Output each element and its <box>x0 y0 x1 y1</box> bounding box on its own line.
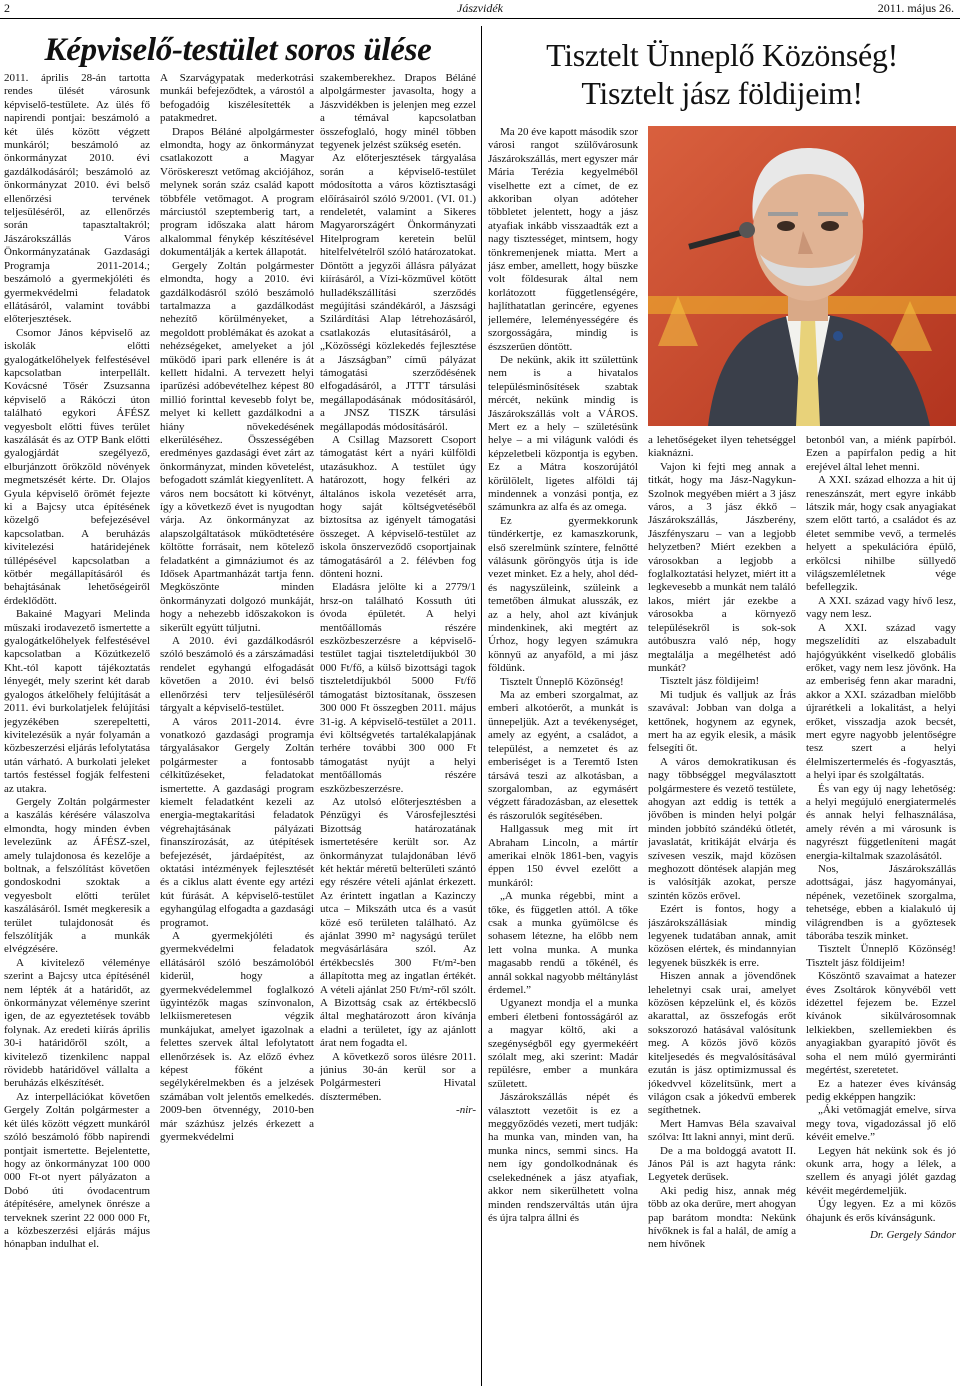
quote: „Áki vetőmagját emelve, sírva megy tova, vigadozással jő elő kévéit emelve.” <box>806 1104 956 1144</box>
right-title-line2: Tisztelt jász földijeim! <box>581 75 863 111</box>
paragraph: Gergely Zoltán polgármester a kaszálás kérésére válaszolva elmondta, hogy minden évben levelezünk az ÁFÉSZ-szel, amely tulajdonosa és kezelője a boltnak, a felszólítást követően gondoskodni szoktak a vegyesbolt előtti terület kaszálásáról. Ismét megkeresik a terület tulajdonosát és felszólítják a munkák elvégzésére. <box>4 795 150 956</box>
paragraph: Köszöntő szavaimat a hatezer éves Zsoltárok könyvéből vett idézettel fejezem be. Ezzel kívánok sikülvárosomnak lelkiekben, szellemiekben és anyagiakban gyarapító jövőt és soha el nem múló gyermiránti megértést, szeretetet. <box>806 970 956 1077</box>
left-article-title: Képviselő-testület soros ülése <box>44 32 432 68</box>
paragraph: A kivitelező véleménye szerint a Bajcsy utca építésénél nem lépték át a határidőt, az önkormányzat véleménye szerint igen, de az egyeztetések tovább folynak. Az eredeti kiírás április 30-i határidőről szólt, a kivitelező tizenkilenc nappal rövidebb határidővel vállalta a beruházás elkészítését. <box>4 956 150 1090</box>
paragraph: Az utolsó előterjesztésben a Pénzügyi és Városfejlesztési Bizottság határozatának ismertetésére került sor. Az önkormányzat tulajdonában lévő két hektár méretű belterületi szántó egy részére vételi ajánlat érkezett. Az érintett ingatlan a Kazinczy utca – Mikszáth utca és a vasút közé eső területen található. Az ajánlat 3990 m² nagyságú terület megvásárlására szól. Az értékbecslés 300 Ft/m²-ben állapította meg az ingatlan értékét. A vételi ajánlat 250 Ft/m²-ről szólt. A Bizottság csak az értékbecslő által meghatározott áron kívánja eladni a területet, így az ajánlott árat nem fogadta el. <box>320 795 476 1050</box>
issue-date: 2011. május 26. <box>877 1 954 15</box>
paragraph: Bakainé Magyari Melinda műszaki irodavezető ismertette a gyalogátkelőhelyek felfestésével kapcsolatban a Közútkezelő Kht.-tól kapott tájékoztatás lényegét, mely szerint két darab gyalogos átkelőhely felújítását a 2011. évi burkolatjelek felújítási jegyzékében szerepeltetti, kivitelezésük a nyár folyamán a közbeszerzési eljárás lefolytatása után várható. A burkolati jeleket tartós festéssel fogják felfesteni az utakra. <box>4 608 150 795</box>
paragraph: A város 2011-2014. évre vonatkozó gazdasági programja tárgyalásakor Gergely Zoltán polgármester a fontosabb célkitűzéseket, feladatokat ismertette. A gazdasági program kiemelt feladatként kezeli az energia-megtakarítási feladatok végrehajtásának pályázati finanszírozását, az útépítések befejezését, járdaépítést, az oktatási intézmények fejlesztését és a ciklus alatt évente egy artézi kút fúrását. A képviselő-testület egyhangúlag elfogadta a gazdasági programot. <box>160 715 314 929</box>
paragraph: Az előterjesztések tárgyalása során a képviselő-testület módosította a város köztisztasági előírásairól szóló 9/2001. (VI. 01.) rendeletét, valamint a Sikeres Magyarországért Önkormányzati Hitelprogram keretein belül hitelfelvételről szóló határozatokat. Döntött a jegyzői állásra pályázat kiírásáról, a Vízi-közművel kötött hulladékszállítási szerződés megújítási szándékáról, a Jászsági Szilárdítási Alap létrehozásáról, csatlakozás elutasításáról, a „Közösségi közlekedés fejlesztése a Jászságban” című pályázat támogatási szerződésének elfogadásáról, a JTTT társulási megállapodásának módosításáról, a JNSZ TISZK társulási megállapodás módosításáról. <box>320 152 476 433</box>
paragraph: Jászárokszállás népét és választott vezetőit is ez a meggyőződés vezeti, mert tudják: ha munka van, minden van, ha munka nincs, semmi sincs. Ha nem így gondolkodnának és cselekednének a jász atyafiak, akkor nem sikerülhetett volna minden rendszerváltás után újra és újra talpra állni és <box>488 1091 638 1224</box>
paragraph: Ez gyermekkorunk tündérkertje, ez kamaszkorunk, első szerelmünk színtere, felnőtté válásunk göröngyös útja is ide vezet minket. Ez a hely, ahol déd- és nagyszüleink, szüleink a temetőben álmukat alusszák, ez az a hely, ahol azt kívánjuk mindenkinek, aki megtért az Úrhoz, hogy legyen számukra könnyű az anyaföld, a mi jász földünk. <box>488 514 638 675</box>
paragraph: A gyermekjóléti és gyermekvédelmi feladatok ellátásáról szóló beszámolóból kiderül, hogy a gyermekvédelemmel foglalkozó ügyintézők magas színvonalon, lelkiismeretesen végzik munkájukat, amelyet igazolnak a felettes szervek által lefolytatott ellenőrzések is. Az előző évhez képest főként a segélykérelmekben és a jelzések számában volt jelentős emelkedés. 2009-ben ötvennégy, 2010-ben már százhúsz jelzés érkezett a gyermekvédelmi <box>160 930 314 1144</box>
paragraph: Vajon ki fejti meg annak a titkát, hogy ma Jász-Nagykun-Szolnok megyében miért a 3 jász város, a 3 jász ékkő – Jászárokszállás, Jászberény, Jászfényszaru – van a legjobb helyzetben? Miért ezekben a városokban a legjobb a foglalkoztatási helyzet, miért itt a legkevesebb a munkát nem találó lakos, miért jár ezekbe a városokba a környező településekről is sok-sok autóbuszra való nép, hogy megtalálja a megélhetést adó munkát? <box>648 460 796 674</box>
right-article-column-1 <box>488 126 638 1386</box>
paragraph: Gergely Zoltán polgármester elmondta, hogy a 2010. évi gazdálkodásról szóló beszámoló tartalmazza a gazdálkodást nehezítő körülményeket, a megoldott problémákat és azokat a nehézségeket, amelyeket a jól működő ipari park ellenére is át kellett hidalni. A tervezett helyi iparűzési adóbevételhez képest 80 millió forinttal kevesebb folyt be, melyet ki kellett gazdálkodni a hiány növekedésének elkerüléséhez. Összességében eredményes gazdasági évet zárt az önkormányzat, minden követelést, befogadott számlát kiegyenlített. A város nem bocsátott ki kötvényt, így a következő évet is nyugodtan várja. Az önkormányzat az alapszolgáltatások működtetésére költötte forrásait, nem kötelező feladatként a gimnáziumot és az Idősek Apartmanházát tartja fenn. Megköszönte minden önkormányzati dolgozó munkáját, hogy a nehezebb időszakokon is sikerült együtt túljutni. <box>160 259 314 634</box>
paragraph: Mert Hamvas Béla szavaival szólva: Itt lakni annyi, mint derű. <box>648 1117 796 1144</box>
paragraph: A város demokratikusan és nagy többséggel megválasztott polgármestere és vezető testülete, ahogyan azt eddig is tették a jövőben is minden helyi polgár minden jobbító szándékú ötletét, javaslatát, kritikáját elvárja és szívesen veszik, majd közösen meghozott döntések alapján meg is valósítják azokat, persze szintén közös erővel. <box>648 755 796 902</box>
paragraph: De a ma boldoggá avatott II. János Pál is azt hagyta ránk: Legyetek derűsek. <box>648 1144 796 1184</box>
quote: „A munka régebbi, mint a tőke, és független attól. A tőke csak a munka gyümölcse és sohasem létezne, ha előbb nem lett volna munka. A munka magasabb rendű a tőkénél, és annál sokkal nagyobb méltánylást érdemel.” <box>488 890 638 996</box>
paragraph: Hallgassuk meg mit írt Abraham Lincoln, a mártír amerikai elnök 1861-ben, vagyis éppen 150 évvel ezelőtt a munkáról: <box>488 823 638 889</box>
paragraph: A Szarvágypatak mederkotrási munkái befejeződtek, a várostól a befogadóig kiszélesítették a patakmedret. <box>160 72 314 125</box>
paragraph: Legyen hát nekünk sok és jó okunk arra, hogy a lélek, a szellem és anyagi jólét gazdag kévéit megérdemeljük. <box>806 1144 956 1197</box>
paragraph: Ugyanezt mondja el a munka emberi életbeni fontosságáról az a magyar költő, aki a szegénységből egy gyermekéért szólalt meg, aki szerint: Madár repülésre, ember a munkára született. <box>488 997 638 1090</box>
paragraph: A XXI. század vagy hívő lesz, vagy nem lesz. <box>806 594 956 621</box>
paragraph: Úgy legyen. Ez a mi közös óhajunk és erős kívánságunk. <box>806 1198 956 1224</box>
speaker-portrait-photo <box>648 126 956 426</box>
right-article-column-2 <box>648 434 796 1388</box>
left-article-column-2 <box>160 72 314 1388</box>
right-article-title <box>484 36 960 112</box>
paragraph: 2011. április 28-án tartotta rendes ülését városunk képviselő-testülete. Az ülés fő napirendi pontjai: beszámoló a két ülés között végzett munkáról; beszámoló az önkormányzat 2010. évi gazdálkodásáról; beszámoló az önkormányzat 2010. évi belső ellenőrzési tervének teljesüléséről, az ellenőrzés során tapasztaltakról; Jászárokszállás Város Önkormányzatának Gazdasági Programja 2011-2014.; beszámoló a gyermekjóléti és gyermekvédelmi feladatok ellátásáról, valamint további előterjesztések. <box>4 72 150 326</box>
paragraph: De nekünk, akik itt születtünk nem is a hivatalos településminősítések szabtak mércét, nekünk mindig is Jászárokszállás volt a VÁROS. Mert ez a hely – születésünk helye – a mi világunk valódi és képzeletbeli központja is egyben. Ez a Mátra koszorújától körülölelt, ligetes alföldi táj mindennek a vonzási pontja, ez számunkra az alfa és az omega. <box>488 353 638 514</box>
left-article-column-1 <box>4 72 150 1388</box>
paragraph: Ezért is fontos, hogy a jászárokszállásiak mindig legyenek tudatában annak, amit közösen elértek, és mindannyian legyenek büszkék is erre. <box>648 903 796 969</box>
paragraph: Mi tudjuk és valljuk az Írás szavával: Jobban van dolga a kettőnek, hogynem az egynek, mert ha az egyik elesik, a másik felsegíti őt. <box>648 688 796 755</box>
left-article-column-3 <box>320 72 476 1388</box>
paragraph: szakemberekhez. Drapos Béláné alpolgármester javasolta, hogy a Jászvidékben is jelenjen meg ezzel a témával kapcsolatban összefoglaló, hogy minél többen tegyenek jelzést szükség esetén. <box>320 72 476 152</box>
right-article-column-3 <box>806 434 956 1388</box>
page-header <box>0 0 960 19</box>
paragraph: Drapos Béláné alpolgármester elmondta, hogy az önkormányzat csatlakozott a Magyar Vöröskereszt vetőmag akciójához, melynek során száz család kapott többféle vetőmagot. A program márciustól szeptemberig tart, a program időszaka alatt három alkalommal fénykép készítésével dokumentálják a kertek állapotát. <box>160 125 314 259</box>
right-title-line1: Tisztelt Ünneplő Közönség! <box>546 37 898 73</box>
paragraph: Eladásra jelölte ki a 2779/1 hrsz-on található Kossuth úti óvoda épületét. A helyi mentőállomás részére eszközbeszerzésre a képviselő-testület tagjai tiszteletdíjukból 30 000 Ft/fő, a külső bizottsági tagok tiszteletdíjukból 5000 Ft/fő támogatást biztosítanak, összesen 300 000 Ft összegben 2011. május 31-ig. A képviselő-testület a 2011. évi költségvetés tartalékalapjának terhére további 300 000 Ft támogatást nyújt a helyi mentőállomás részére eszközbeszerzésre. <box>320 581 476 795</box>
portrait-illustration <box>648 126 956 426</box>
paragraph: Hiszen annak a jövendőnek leheletnyi csak urai, amelyet közösen képzelünk el, és közös akarattal, az összefogás erőt sokszorozó hatásával valósítunk meg. A közös jövő közös kiteljesedés és megvalósításával ezután is jász optimizmussal és jókedvvel közelítsünk, mert a világon csak a jókedvű emberek segíthetnek. <box>648 970 796 1117</box>
paragraph: A XXI. század vagy megszelídíti az elszabadult hajógyúkként viselkedő globális erőket, vagy nem lesz jövőnk. Ha az emberiség fenn akar maradni, akkor a XXI. században mielőbb újrarétkeli a lokalitást, a helyi erőket, visszadja azok becsét, mert egyre nagyobb jelentőségre tesz szert a helyi élelmiszertermelés és -fogyasztás, a helyi ipar és szolgáltatás. <box>806 621 956 782</box>
paragraph: Aki pedig hisz, annak még több az oka derűre, mert ahogyan pap barátom mondta: Nekünk hívőknek is fal a halál, de amíg a nem hívőnek <box>648 1184 796 1251</box>
paragraph: A XXI. század elhozza a hit új reneszánszát, mert egyre inkább látszik már, hogy csak anyagiakat szem előtt tartó, a családot és az életet semmibe vevő, a termelés helyett a spekulációra épülő, erkölcsi nihilbe süllyedő világszemléletnek vége befellegzik. <box>806 474 956 594</box>
article-author: Dr. Gergely Sándor <box>869 1228 956 1241</box>
paragraph: Tisztelt jász földijeim! <box>660 675 760 688</box>
paragraph: És van egy új nagy lehetőség: a helyi megújuló energiatermelés és annak helyi felhasználása, amely révén a mi városunk is nagyrészt függetleníteni magát energia-kiltalmak szazolásától. <box>806 782 956 862</box>
paragraph: Ma az emberi szorgalmat, az emberi alkotóerőt, a munkát is ünnepeljük. Azt a tevékenységet, amely az egyént, a családot, a települést, a nemzetet és az emberiséget is a Teremtő Isten társává teszi az alkotásban, a szorgalomban, az egymásért végzett fáradozásban, az elesettek és rászorulók segítésében. <box>488 689 638 822</box>
paragraph: betonból van, a miénk papírból. Ezen a papírfalon pedig a hit erejével által lehet menni. <box>806 434 956 473</box>
paragraph: A 2010. évi gazdálkodásról szóló beszámoló és a zárszámadási rendelet egyhangú elfogadását követően a 2010. évi belső ellenőrzési terv teljesüléséről tárgyalt a képviselő-testület. <box>160 635 314 715</box>
page-number: 2 <box>4 1 10 15</box>
paragraph: Tisztelt Ünneplő Közönség! Tisztelt jász földijeim! <box>806 943 956 969</box>
paragraph: Ez a hatezer éves kívánság pedig ekképpen hangzik: <box>806 1077 956 1103</box>
paragraph: Nos, Jászárokszállás adottságai, jász hagyományai, népének, vezetőinek szorgalma, tehetsége, ebben a kialakuló új világrendben is a győztesek táborába teszik minket. <box>806 863 956 943</box>
column-divider <box>481 26 482 1386</box>
publication-name: Jászvidék <box>457 1 503 15</box>
paragraph: Ma 20 éve kapott második szor városi rangot szülővárosunk Jászárokszállás, mert egyszer már Mária Terézia kegyelméből viselhette ezt a címet, de ez akkoriban olyan adóteher többletet jelentett, hogy a jász atyafiak inkább visszaadták ezt a nagy tisztességet, mintsem, hogy tönkremenjenek miatta. Mert a jász ember, amellett, hogy büszke volt földesurak által nem korlátozott függetlenségére, hajlíthatatlan gerincére, egyenes jellemére, leleményességére és szorgosságára, mindig is észszerűen döntött. <box>488 126 638 353</box>
paragraph: Csomor János képviselő az iskolák előtti gyalogátkelőhelyek felfestésével kapcsolatban interpellált. Kovácsné Tősér Zsuzsanna képviselő a Rákóczi úton található egykori ÁFÉSZ vegyesbolt előtti füves terület kaszálását és az OTP Bank előtti gyalogjárdát szegélyező, elburjánzott örökzöld növények megmetszését kérte. Dr. Olajos Gyula képviselő örömét fejezte ki a Bajcsy utca építésének közelgő befejezésével kapcsolatban. A beruházás kivitelezési határidejének túllépésével kapcsolatban a kötbér megállapításáról és behajtásának lehetőségeiről érdeklődött. <box>4 326 150 607</box>
article-signature: -nir- <box>456 1104 476 1117</box>
paragraph: a lehetőségeket ilyen tehetséggel kiaknázni. <box>648 434 796 460</box>
paragraph: A következő soros ülésre 2011. június 30-án kerül sor a Polgármesteri Hivatal dísztermében. <box>320 1050 476 1103</box>
paragraph: A Csillag Mazsorett Csoport támogatást kért a nyári külföldi utazásukhoz. A testület úgy határozott, hogy felkéri az általános iskola vezetését arra, hogy saját költségvetéséből biztosítsa az igényelt támogatási összeget. A képviselő-testület az iskola önszerveződő csoportjainak támogatásáról a 2. félévben fog dönteni hozni. <box>320 433 476 581</box>
paragraph: Tisztelt Ünneplő Közönség! <box>500 675 624 688</box>
paragraph: Az interpellációkat követően Gergely Zoltán polgármester a két ülés között végzett munkáról szóló beszámoló főbb napirendi pontjait ismertette. Bejelentette, hogy az önkormányzat 100 000 000 Ft-ot nyert pályázaton a Dobó úti óvodacentrum átépítésére, amelynek önrésze a terveknek szerint 22 000 000 Ft, a közbeszerzési eljárás május hónapban indulhat el. <box>4 1090 150 1251</box>
